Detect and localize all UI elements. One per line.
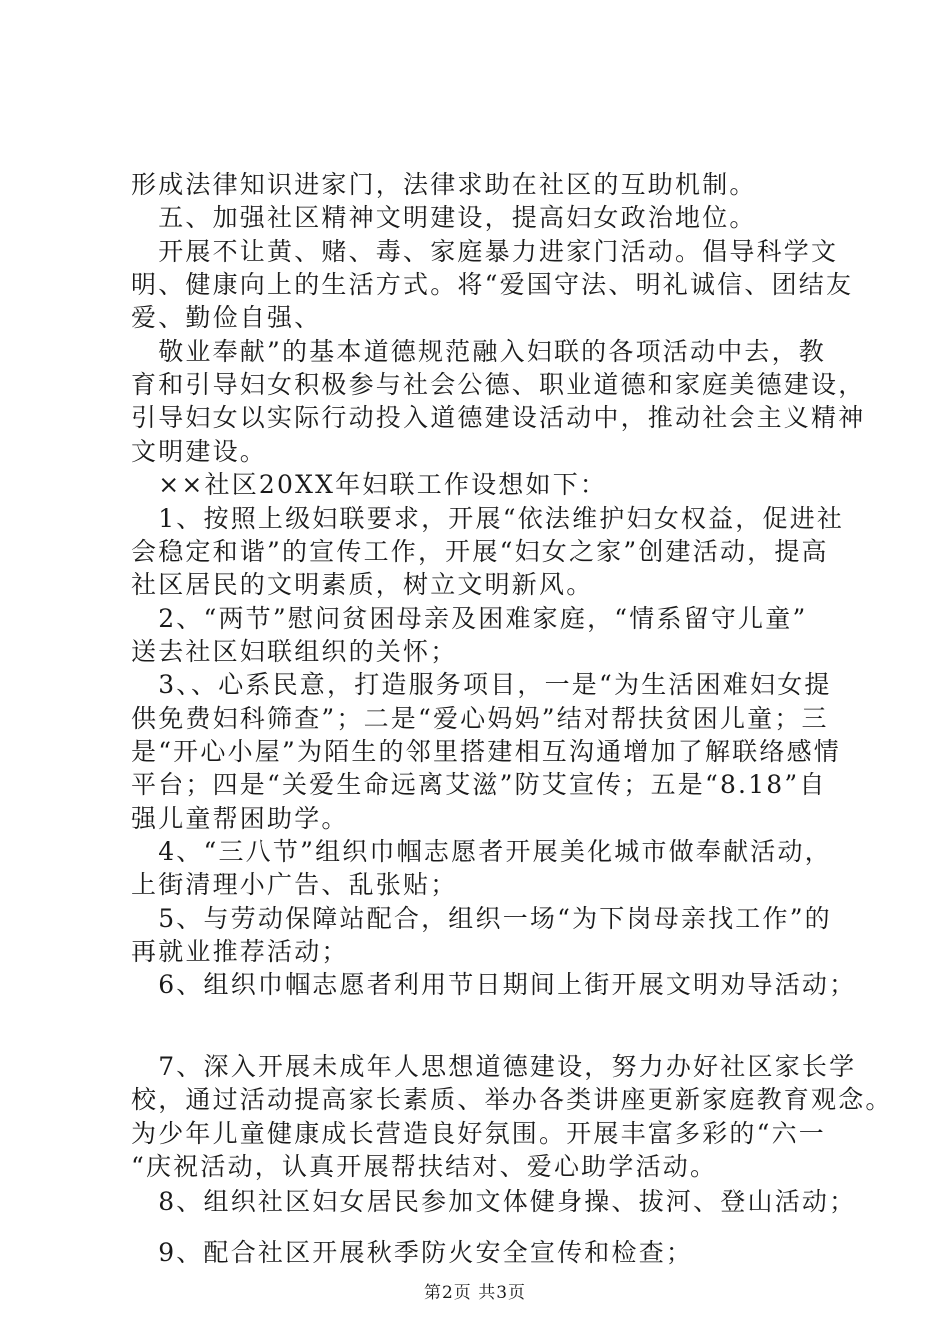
list-item-line: 会稳定和谐”的宣传工作，开展“妇女之家”创建活动，提高 [131,537,829,566]
paragraph-line: 开展不让黄、赌、毒、家庭暴力进家门活动。倡导科学文 [131,237,839,266]
paragraph-line: 爱、勤俭自强、 [131,303,322,332]
page-footer: 第2页 共3页 [423,1283,527,1303]
list-item-line: 1、按照上级妇联要求，开展“依法维护妇女权益，促进社 [131,504,845,533]
list-item-line: 上街清理小广告、乱张贴； [131,870,458,899]
list-item-line: 7、深入开展未成年人思想道德建设，努力办好社区家长学 [131,1052,857,1081]
list-item-line: 9、配合社区开展秋季防火安全宣传和检查； [131,1238,694,1267]
list-item-line: 强儿童帮困助学。 [131,804,349,833]
section-heading: 五、加强社区精神文明建设，提高妇女政治地位。 [131,203,757,232]
list-item-line: 平台；四是“关爱生命远离艾滋”防艾宣传；五是“8.18”自 [131,770,827,799]
list-item-line: 是“开心小屋”为陌生的邻里搭建相互沟通增加了解联络感情 [131,737,841,766]
list-item-line: 校，通过活动提高家长素质、举办各类讲座更新家庭教育观念。 [131,1085,893,1114]
paragraph-line: 敬业奉献”的基本道德规范融入妇联的各项活动中去，教 [131,337,826,366]
list-item-line: 8、组织社区妇女居民参加文体健身操、拔河、登山活动； [131,1187,857,1216]
list-item-line: 2、“两节”慰问贫困母亲及困难家庭，“情系留守儿童” [131,604,808,633]
paragraph-line: 育和引导妇女积极参与社会公德、职业道德和家庭美德建设， [131,370,866,399]
list-item-line: 供免费妇科筛查”；二是“爱心妈妈”结对帮扶贫困儿童；三 [131,704,829,733]
paragraph-line: 引导妇女以实际行动投入道德建设活动中，推动社会主义精神 [131,403,866,432]
list-item-line: 再就业推荐活动； [131,937,349,966]
paragraph-line: 文明建设。 [131,437,268,466]
list-item-line: 送去社区妇联组织的关怀； [131,637,458,666]
list-item-line: 6、组织巾帼志愿者利用节日期间上街开展文明劝导活动； [131,970,857,999]
paragraph-line: ××社区20XX年妇联工作设想如下： [131,470,608,499]
list-item-line: 4、“三八节”组织巾帼志愿者开展美化城市做奉献活动， [131,837,832,866]
paragraph-line: 形成法律知识进家门，法律求助在社区的互助机制。 [131,170,757,199]
list-item-line: 5、与劳动保障站配合，组织一场“为下岗母亲找工作”的 [131,904,832,933]
list-item-line: 为少年儿童健康成长营造良好氛围。开展丰富多彩的“六一 [131,1119,826,1148]
paragraph-line: 明、健康向上的生活方式。将“爱国守法、明礼诚信、团结友 [131,270,854,299]
list-item-line: 3、、心系民意，打造服务项目，一是“为生活困难妇女提 [131,670,832,699]
list-item-line: 社区居民的文明素质，树立文明新风。 [131,570,594,599]
list-item-line: “庆祝活动，认真开展帮扶结对、爱心助学活动。 [131,1152,718,1181]
